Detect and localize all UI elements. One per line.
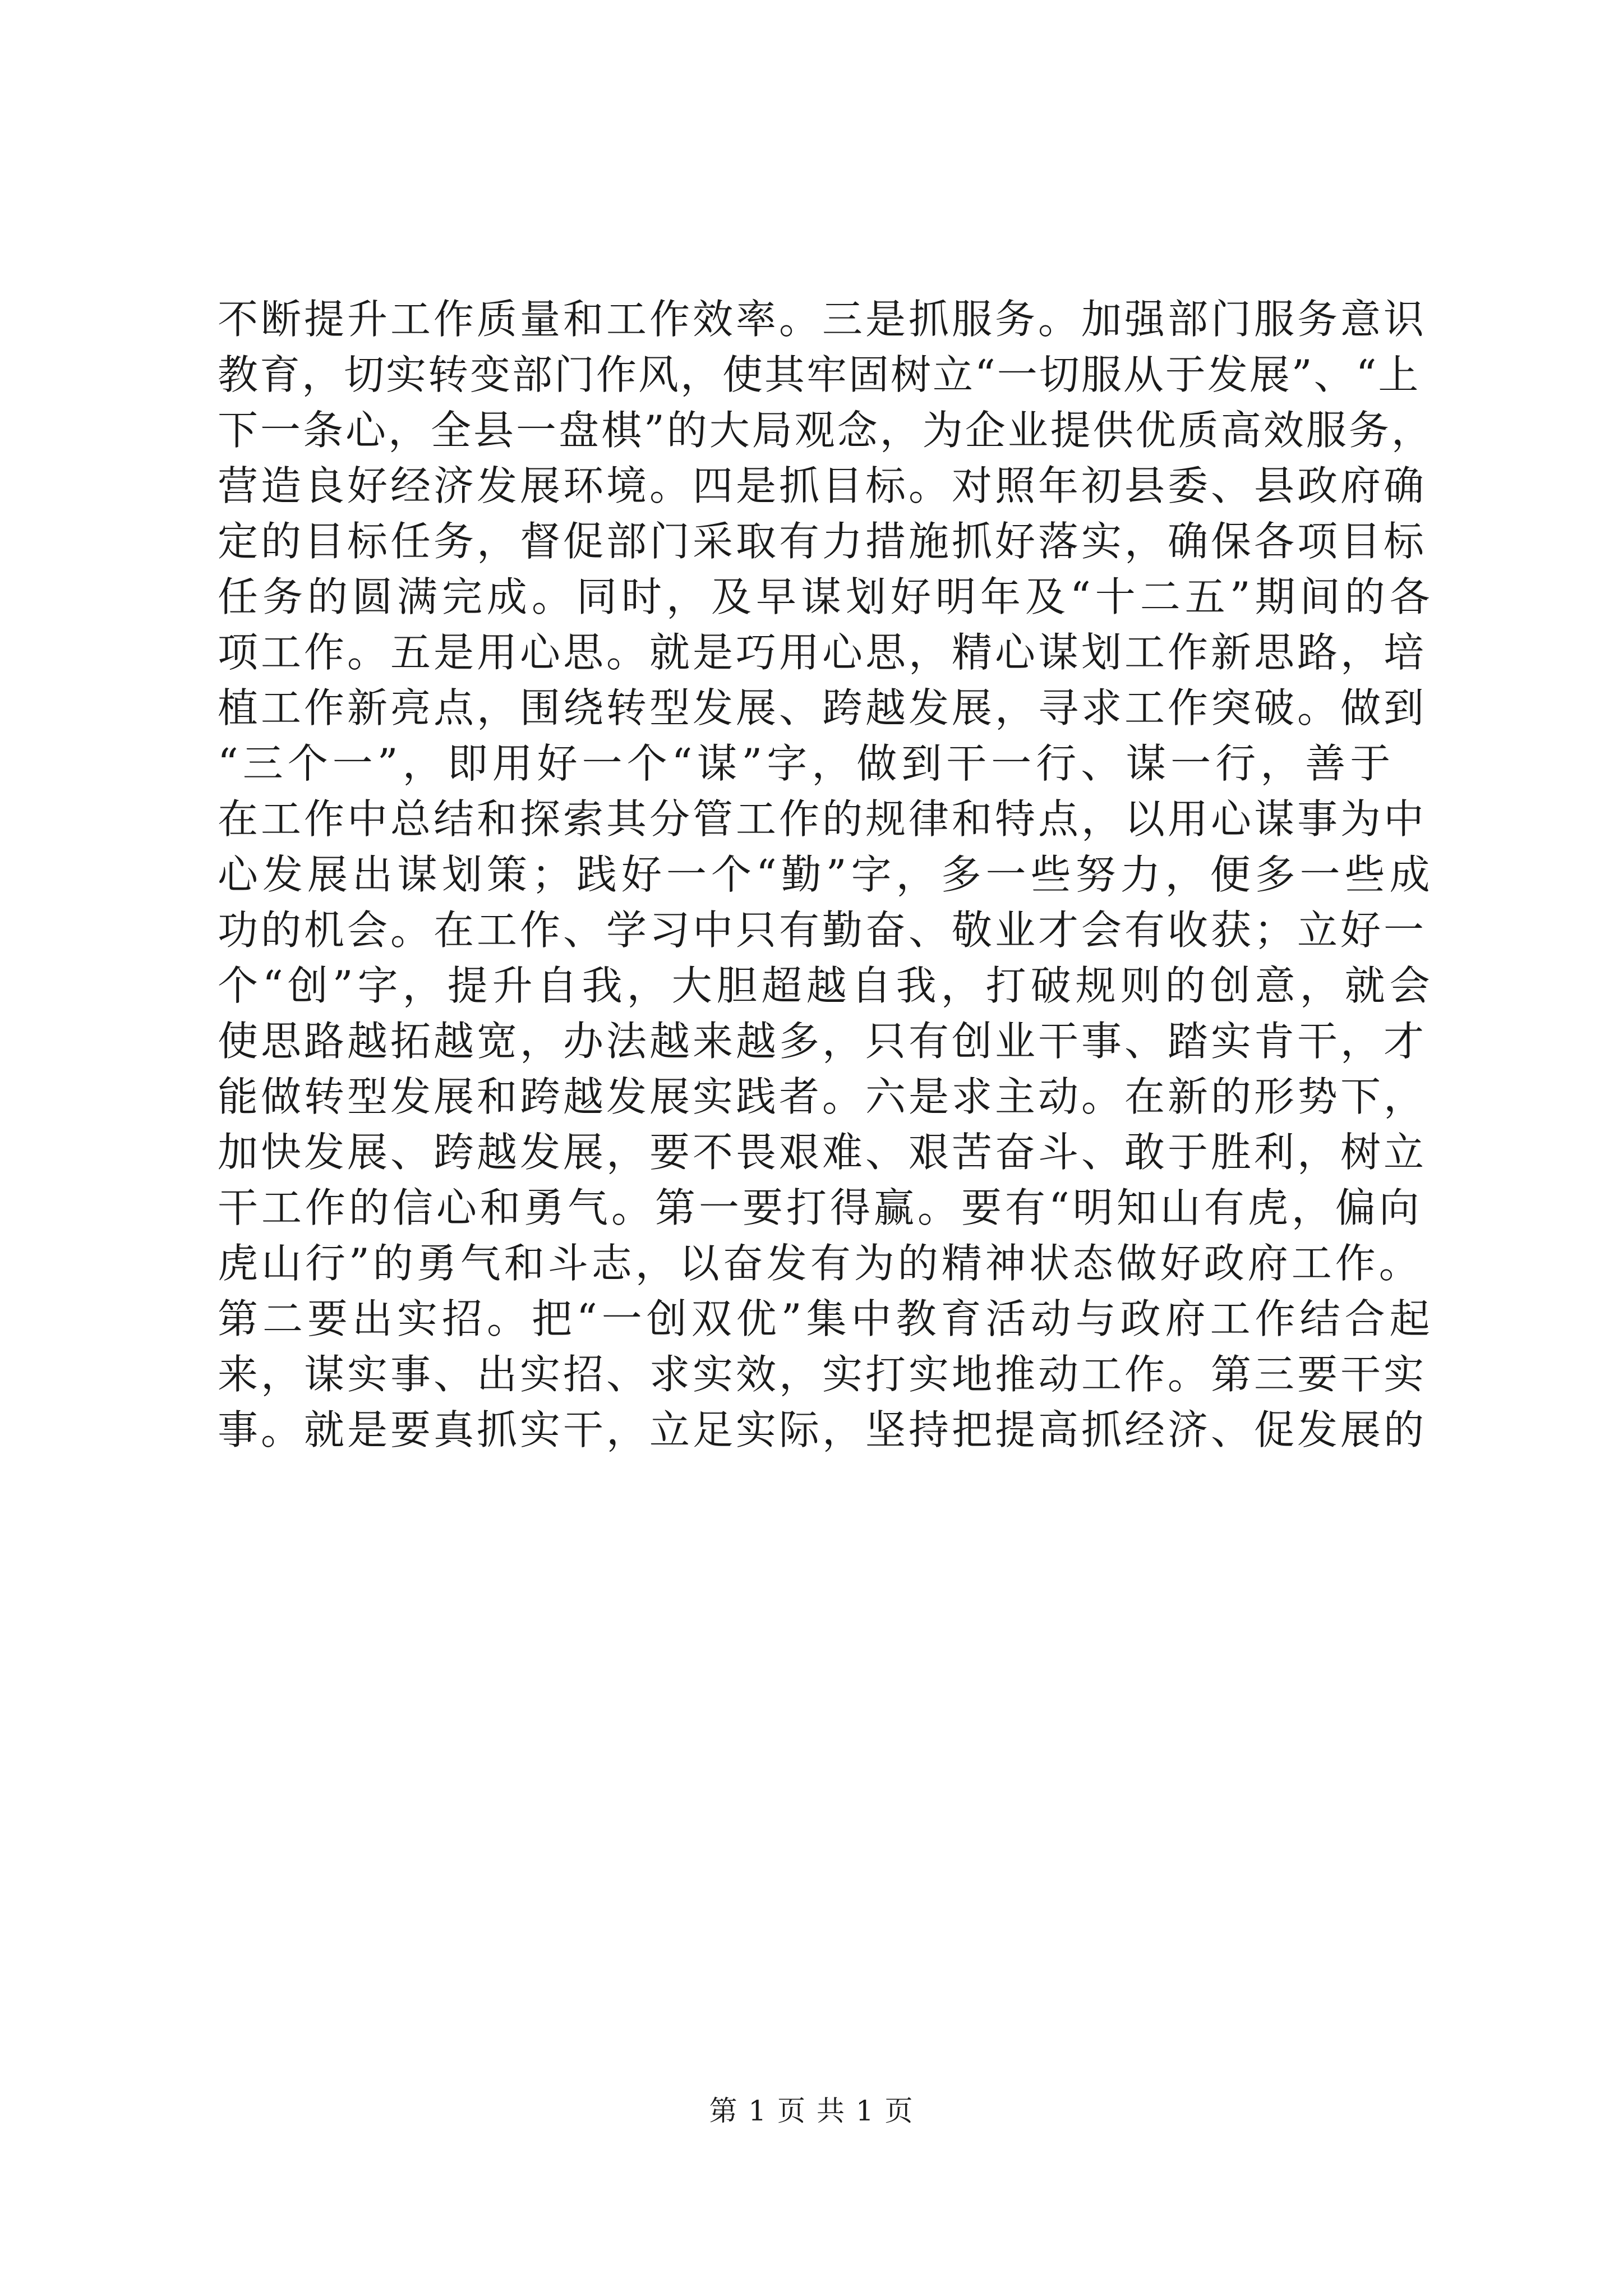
body-text xyxy=(218,292,1435,1458)
text-line: “三个一”，即用好一个“谋”字，做到干一行、谋一行，善于 xyxy=(218,740,1395,787)
text-line: 任务的圆满完成。同时，及早谋划好明年及“十二五”期间的各 xyxy=(218,573,1435,620)
text-line: 个“创”字，提升自我，大胆超越自我，打破规则的创意，就会 xyxy=(218,962,1435,1009)
text-line: 下一条心，全县一盘棋”的大局观念，为企业提供优质高效服务， xyxy=(218,407,1434,454)
text-line: 项工作。五是用心思。就是巧用心思，精心谋划工作新思路，培 xyxy=(218,629,1427,676)
text-line: 营造良好经济发展环境。四是抓目标。对照年初县委、县政府确 xyxy=(218,462,1427,509)
page-number-label: 第 1 页 共 1 页 xyxy=(709,2095,914,2127)
text-line: 功的机会。在工作、学习中只有勤奋、敬业才会有收获；立好一 xyxy=(218,907,1427,954)
text-line: 干工作的信心和勇气。第一要打得赢。要有“明知山有虎，偏向 xyxy=(218,1184,1423,1231)
text-line: 来，谋实事、出实招、求实效，实打实地推动工作。第三要干实 xyxy=(218,1351,1427,1398)
text-line: 不断提升工作质量和工作效率。三是抓服务。加强部门服务意识 xyxy=(218,296,1427,343)
page-footer xyxy=(0,2094,1623,2128)
text-line: 教育，切实转变部门作风，使其牢固树立“一切服从于发展”、“上 xyxy=(218,351,1421,398)
text-line: 植工作新亮点，围绕转型发展、跨越发展，寻求工作突破。做到 xyxy=(218,684,1427,731)
text-line: 虎山行”的勇气和斗志，以奋发有为的精神状态做好政府工作。 xyxy=(218,1240,1423,1287)
text-line: 定的目标任务，督促部门采取有力措施抓好落实，确保各项目标 xyxy=(218,518,1427,565)
text-line: 能做转型发展和跨越发展实践者。六是求主动。在新的形势下， xyxy=(218,1073,1427,1120)
text-line: 使思路越拓越宽，办法越来越多，只有创业干事、踏实肯干，才 xyxy=(218,1018,1427,1065)
text-line: 加快发展、跨越发展，要不畏艰难、艰苦奋斗、敢于胜利，树立 xyxy=(218,1129,1427,1176)
text-line: 心发展出谋划策；践好一个“勤”字，多一些努力，便多一些成 xyxy=(218,851,1435,898)
text-line: 事。就是要真抓实干，立足实际，坚持把提高抓经济、促发展的 xyxy=(218,1406,1427,1453)
text-line: 在工作中总结和探索其分管工作的规律和特点，以用心谋事为中 xyxy=(218,795,1427,843)
text-line: 第二要出实招。把“一创双优”集中教育活动与政府工作结合起 xyxy=(218,1295,1435,1342)
